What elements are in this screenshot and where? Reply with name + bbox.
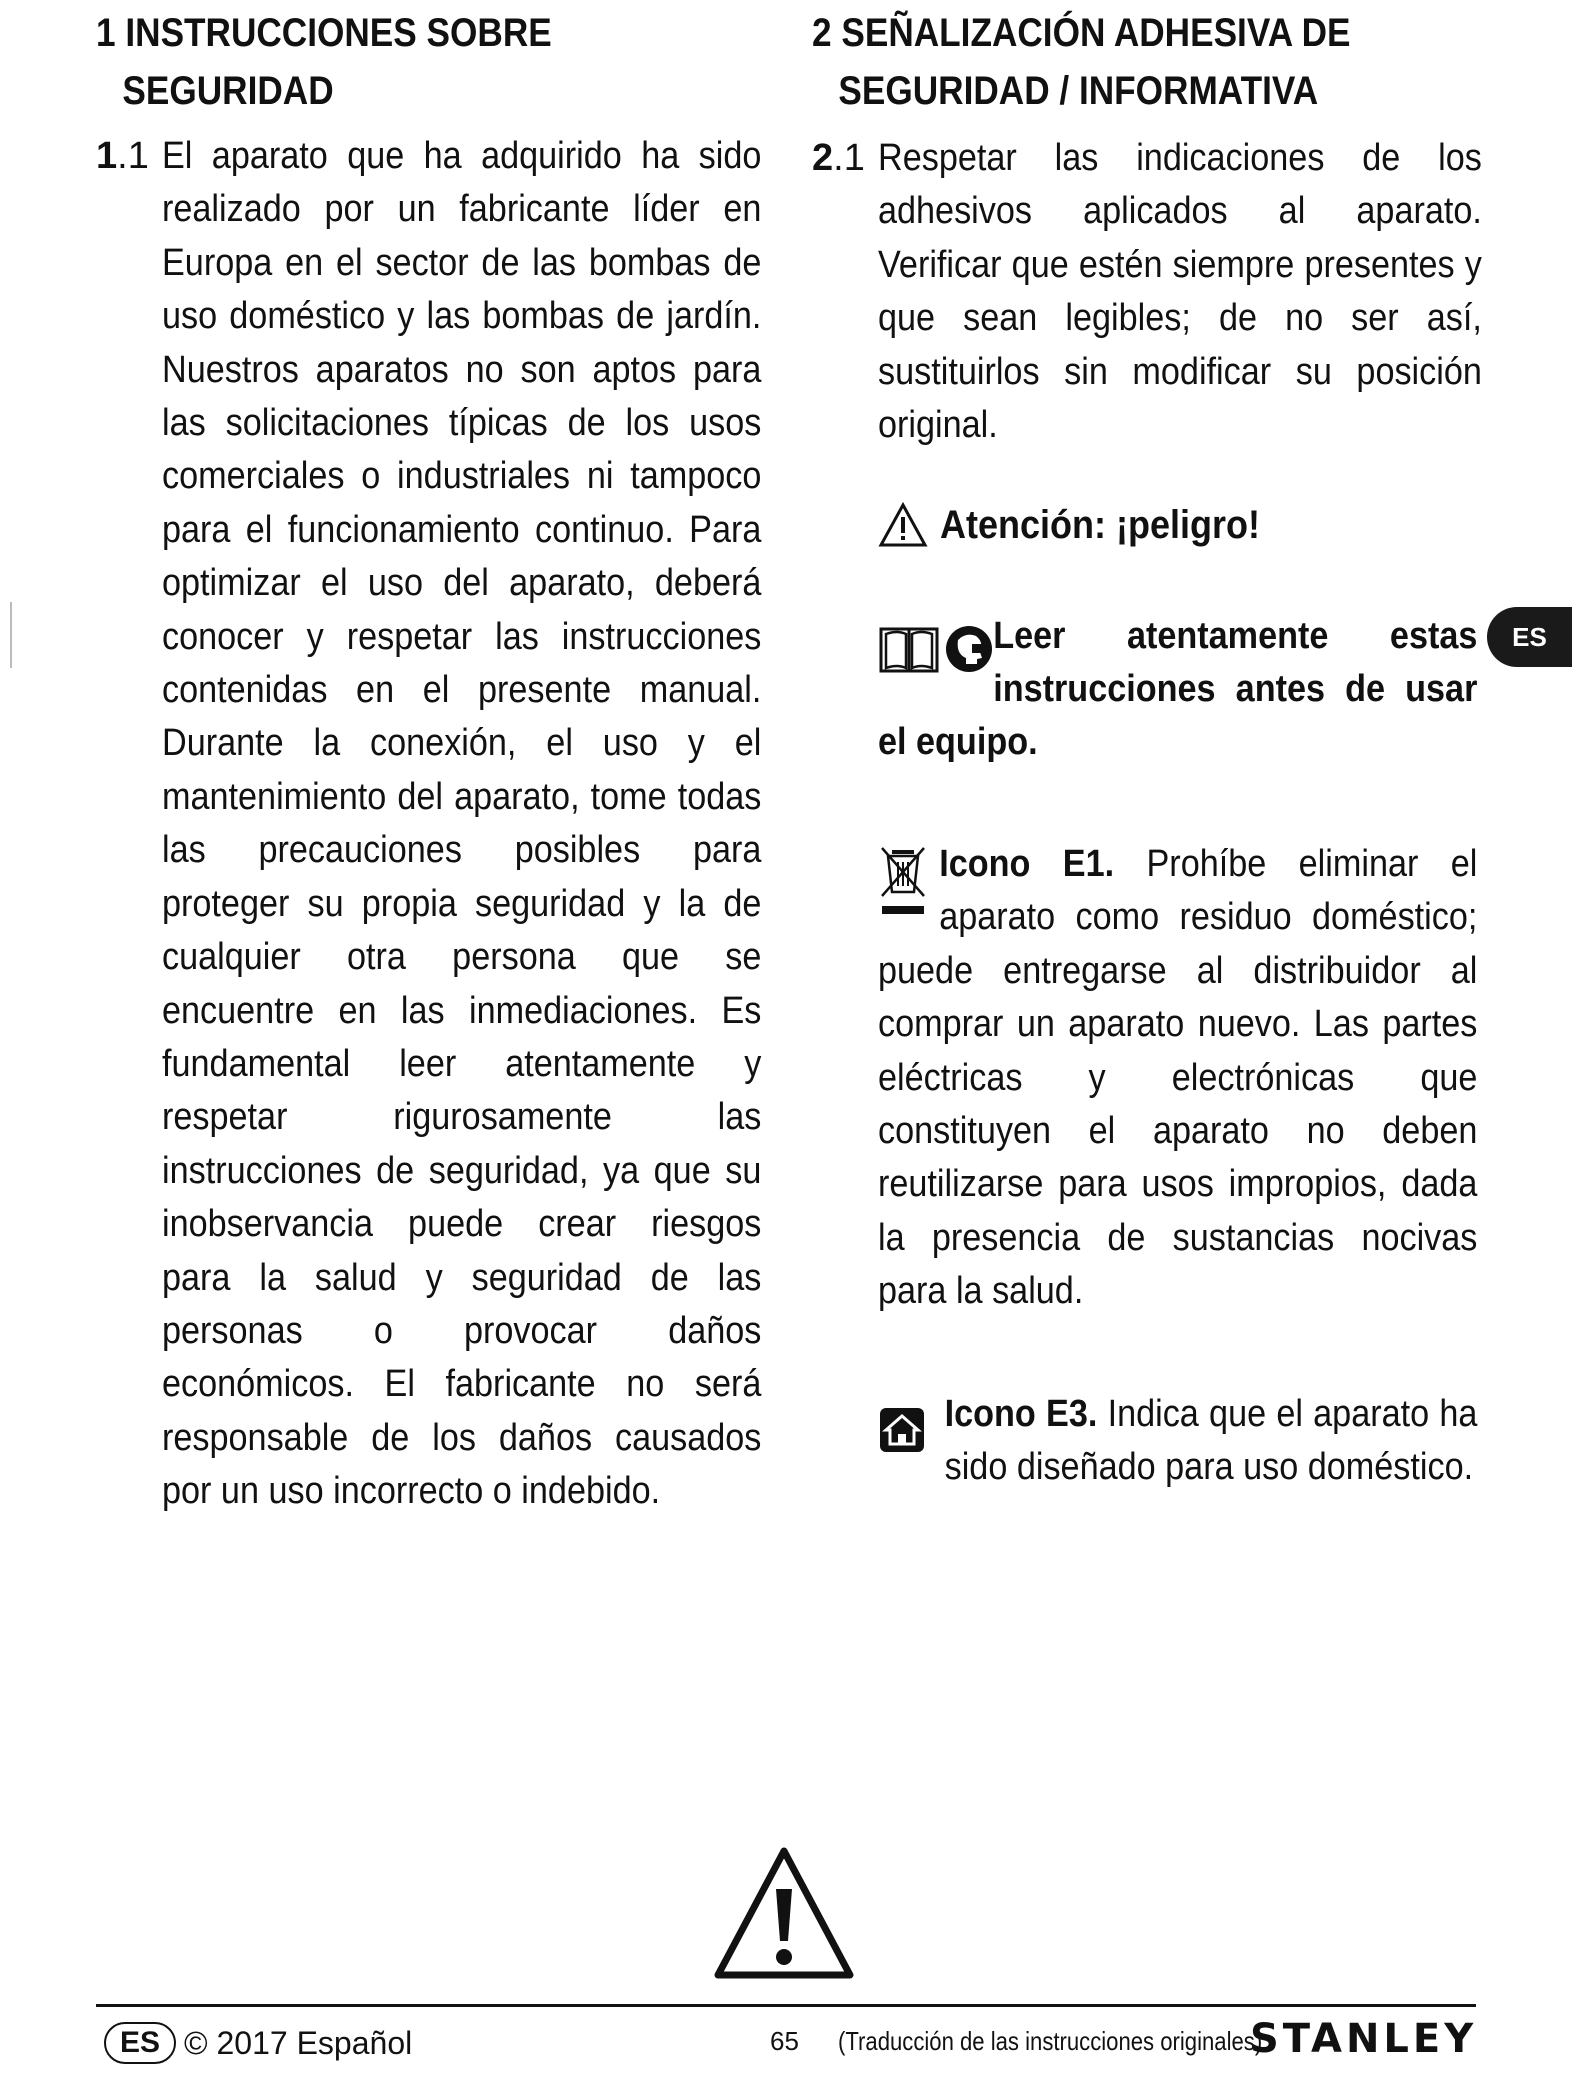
brand-logo: STANLEY xyxy=(1250,2016,1478,2062)
footer-language xyxy=(104,2022,412,2064)
icon-e3-label: Icono E3. xyxy=(944,1393,1098,1435)
footer-lang-code: ES xyxy=(104,2022,176,2064)
section-1-title xyxy=(96,4,552,120)
footer-rule xyxy=(96,2004,1476,2007)
section-2-title-line2: SEGURIDAD / INFORMATIVA xyxy=(838,69,1319,113)
section-2-title xyxy=(812,4,1351,120)
read-instructions-note xyxy=(878,610,1482,769)
page-footer xyxy=(0,2010,1572,2070)
section-1-title-line2: SEGURIDAD xyxy=(122,69,334,113)
para-num-main: 2 xyxy=(812,137,834,179)
translation-note: (Traducción de las instrucciones originales) xyxy=(838,2026,1263,2056)
paragraph-1-1-text: El aparato que ha adquirido ha sido realizado por un fabricante líder en Europa en el sector de las bombas de uso doméstico y las bombas de jardín. Nuestros aparatos no son aptos para las solicitaciones típicas de los usos comerciales o industriales ni tampoco para el funcionamiento continuo. Para optimizar el uso del aparato, deberá conocer y respetar las instrucciones contenidas en el presente manual. Durante la conexión, el uso y el mantenimiento del aparato, tome todas las precauciones posibles para proteger su propia seguridad y la de cualquier otra persona que se encuentre en las inmediaciones. Es fundamental leer atentamente y respetar rigurosamente las instrucciones de seguridad, ya que su inobservancia puede crear riesgos para la salud y seguridad de las personas o provocar daños económicos. El fabricante no será responsable de los daños causados por un uso incorrecto o indebido. xyxy=(162,135,762,1513)
footer-copyright: © 2017 Español xyxy=(184,2024,413,2061)
para-num-main: 1 xyxy=(96,135,118,177)
margin-mark xyxy=(10,602,12,668)
icon-e1-label: Icono E1. xyxy=(939,843,1115,885)
section-1-title-line1: INSTRUCCIONES SOBRE xyxy=(125,11,552,55)
page-number: 65 xyxy=(770,2026,799,2056)
icon-e1-text xyxy=(878,838,1477,1319)
para-num-sub: .1 xyxy=(117,135,149,177)
danger-warning xyxy=(878,502,1296,548)
warning-triangle-icon xyxy=(878,502,928,548)
section-1-number: 1 xyxy=(96,11,116,55)
large-warning-triangle-icon xyxy=(712,1845,856,1981)
danger-warning-text: Atención: ¡peligro! xyxy=(940,502,1260,547)
paragraph-2-1 xyxy=(812,132,1480,452)
para-num-sub: .1 xyxy=(833,137,865,179)
paragraph-2-1-number xyxy=(812,132,865,185)
language-side-tab: ES xyxy=(1487,607,1572,667)
icon-e3-body: Indica que el aparato ha sido diseñado para uso doméstico. xyxy=(944,1393,1478,1489)
paragraph-1-1 xyxy=(96,130,764,1519)
section-2-title-line1: SEÑALIZACIÓN ADHESIVA DE xyxy=(841,11,1351,55)
icon-e1-body: Prohíbe eliminar el aparato como residuo doméstico; puede entregarse al distribuidor al comprar un aparato nuevo. Las partes eléctricas y electrónicas que constituyen el aparato no deben reutilizarse para usos impropios, dada la presencia de sustancias nocivas para la salud. xyxy=(878,843,1478,1313)
section-2-number: 2 xyxy=(812,11,832,55)
icon-e3-text xyxy=(878,1388,1477,1495)
paragraph-1-1-number xyxy=(96,130,149,183)
icon-e3-note xyxy=(878,1388,1482,1495)
icon-e1-note xyxy=(878,838,1482,1319)
paragraph-2-1-text: Respetar las indicaciones de los adhesivos aplicados al aparato. Verificar que estén siempre presentes y que sean legibles; de no ser así, sustituirlos sin modificar su posición original. xyxy=(878,137,1482,447)
read-instructions-text: Leer atentamente estas instrucciones antes de usar el equipo. xyxy=(878,615,1478,763)
